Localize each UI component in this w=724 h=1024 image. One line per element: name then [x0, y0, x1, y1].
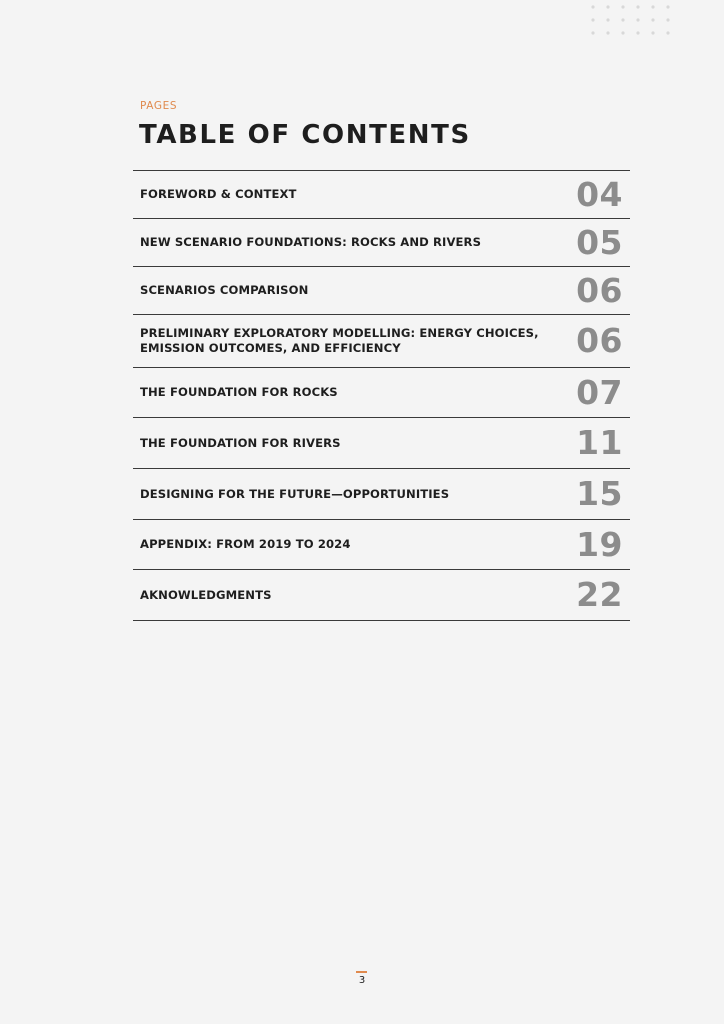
- footer-page-number: 3: [358, 975, 366, 986]
- toc-item-label: PRELIMINARY EXPLORATORY MODELLING: ENERGY CHOICES, EMISSION OUTCOMES, AND EFFICIENCY: [140, 326, 539, 355]
- toc-item-page-number: 07: [576, 372, 623, 412]
- section-eyebrow: PAGES: [140, 100, 178, 112]
- toc-item-label: APPENDIX: FROM 2019 TO 2024: [140, 537, 351, 551]
- toc-item-acknowledgments[interactable]: [133, 570, 630, 621]
- toc-item-foundation-for-rivers[interactable]: [133, 418, 630, 469]
- toc-item-page-number: 05: [576, 222, 623, 262]
- toc-item-appendix[interactable]: [133, 520, 630, 570]
- toc-item-preliminary-modelling[interactable]: [133, 315, 630, 368]
- toc-item-label: AKNOWLEDGMENTS: [140, 587, 272, 602]
- toc-item-label: SCENARIOS COMPARISON: [140, 283, 309, 297]
- page-title: TABLE OF CONTENTS: [139, 120, 471, 150]
- toc-item-designing-for-the-future[interactable]: [133, 469, 630, 520]
- toc-item-page-number: 11: [576, 423, 623, 462]
- toc-item-foundation-for-rocks[interactable]: [133, 368, 630, 418]
- toc-item-label: THE FOUNDATION FOR ROCKS: [140, 385, 338, 399]
- toc-item-label: DESIGNING FOR THE FUTURE—OPPORTUNITIES: [140, 486, 450, 501]
- toc-item-page-number: 19: [576, 524, 623, 564]
- toc-item-label: NEW SCENARIO FOUNDATIONS: ROCKS AND RIVERS: [140, 235, 482, 249]
- toc-item-new-scenario-foundations[interactable]: [133, 219, 630, 267]
- decorative-dot-grid-icon: [588, 2, 676, 40]
- toc-item-page-number: 06: [576, 270, 623, 310]
- table-of-contents: [133, 170, 630, 621]
- toc-item-page-number: 15: [576, 474, 623, 513]
- footer-accent-line: [356, 971, 367, 973]
- toc-item-page-number: 22: [576, 575, 623, 614]
- toc-item-page-number: 04: [576, 174, 623, 214]
- toc-item-label: THE FOUNDATION FOR RIVERS: [140, 435, 341, 450]
- toc-item-foreword[interactable]: [133, 171, 630, 219]
- toc-item-label: FOREWORD & CONTEXT: [140, 187, 297, 201]
- toc-item-page-number: 06: [576, 321, 623, 360]
- toc-item-scenarios-comparison[interactable]: [133, 267, 630, 315]
